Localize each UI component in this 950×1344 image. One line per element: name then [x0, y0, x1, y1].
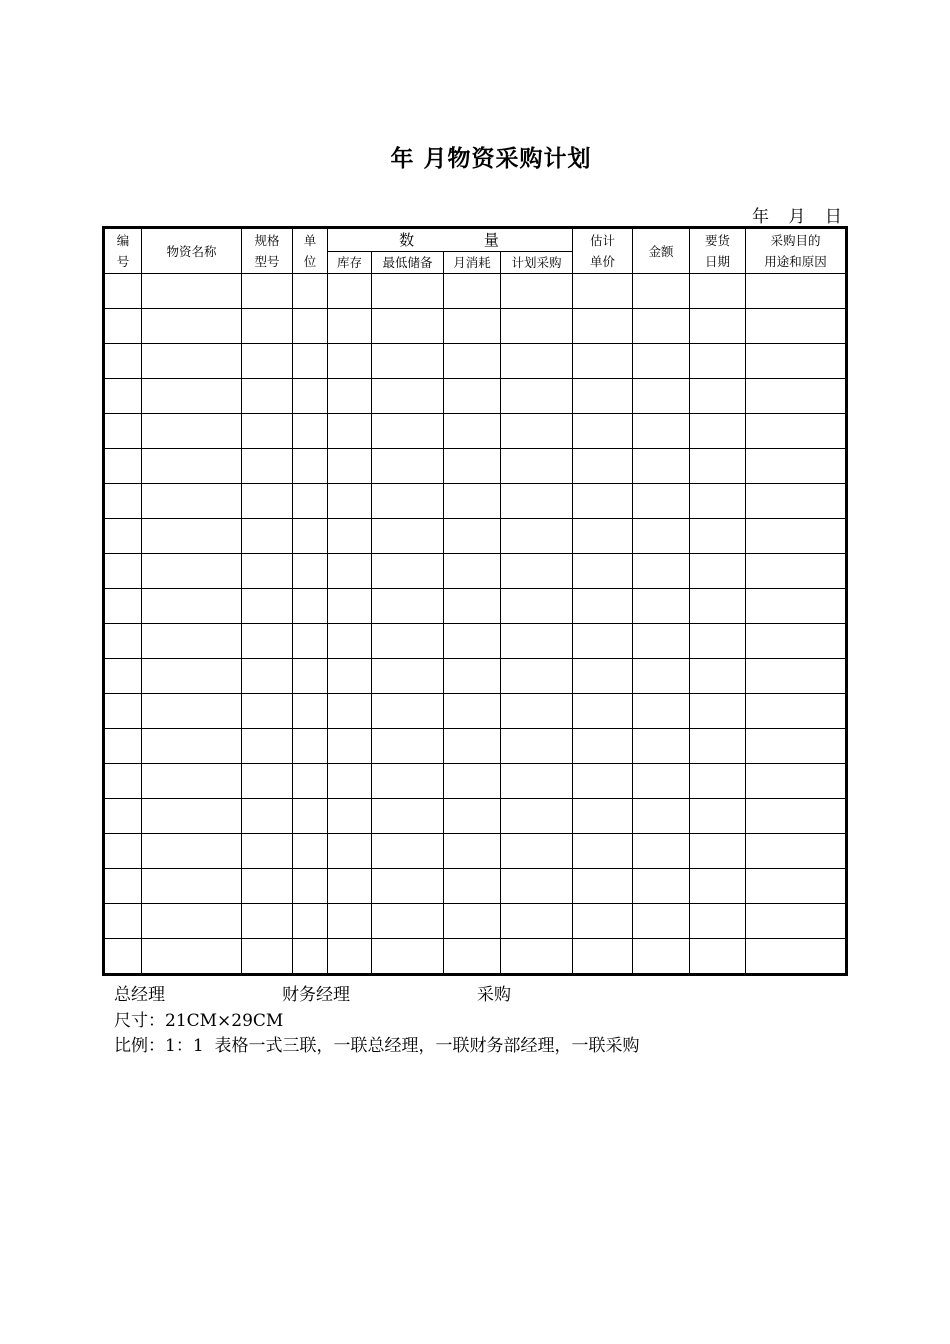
table-cell[interactable] — [573, 449, 633, 484]
table-cell[interactable] — [372, 869, 444, 904]
table-cell[interactable] — [633, 624, 690, 659]
table-cell[interactable] — [293, 764, 328, 799]
table-cell[interactable] — [690, 309, 746, 344]
table-cell[interactable] — [242, 694, 293, 729]
table-cell[interactable] — [690, 904, 746, 939]
table-cell[interactable] — [501, 344, 573, 379]
table-cell[interactable] — [444, 624, 501, 659]
table-cell[interactable] — [104, 344, 142, 379]
header-amount: 金额 — [633, 228, 690, 274]
table-cell[interactable] — [328, 694, 372, 729]
table-cell[interactable] — [104, 764, 142, 799]
signature-finance-manager: 财务经理 — [282, 985, 350, 1005]
table-cell[interactable] — [293, 449, 328, 484]
table-cell[interactable] — [633, 729, 690, 764]
table-row — [104, 869, 847, 904]
table-cell[interactable] — [444, 344, 501, 379]
table-cell[interactable] — [372, 379, 444, 414]
table-cell[interactable] — [746, 589, 847, 624]
table-cell[interactable] — [573, 659, 633, 694]
size-note: 尺寸：21CM×29CM — [114, 1011, 284, 1031]
table-cell[interactable] — [142, 449, 242, 484]
header-unit-line1: 单 — [303, 233, 317, 248]
header-spec — [242, 228, 293, 274]
table-cell[interactable] — [633, 484, 690, 519]
table-cell[interactable] — [104, 834, 142, 869]
table-cell[interactable] — [372, 659, 444, 694]
table-cell[interactable] — [104, 729, 142, 764]
table-cell[interactable] — [633, 659, 690, 694]
date-year: 年 — [752, 207, 769, 227]
table-cell[interactable] — [142, 589, 242, 624]
table-cell[interactable] — [633, 449, 690, 484]
table-cell[interactable] — [242, 589, 293, 624]
table-cell[interactable] — [104, 904, 142, 939]
table-cell[interactable] — [242, 274, 293, 309]
table-cell[interactable] — [242, 484, 293, 519]
table-cell[interactable] — [501, 379, 573, 414]
table-cell[interactable] — [573, 729, 633, 764]
table-cell[interactable] — [573, 799, 633, 834]
table-cell[interactable] — [501, 554, 573, 589]
date-day: 日 — [824, 207, 842, 227]
table-cell[interactable] — [328, 449, 372, 484]
table-cell[interactable] — [242, 379, 293, 414]
table-cell[interactable] — [328, 344, 372, 379]
table-cell[interactable] — [242, 799, 293, 834]
table-cell[interactable] — [573, 869, 633, 904]
table-cell[interactable] — [242, 729, 293, 764]
table-cell[interactable] — [690, 379, 746, 414]
table-cell[interactable] — [104, 869, 142, 904]
table-cell[interactable] — [444, 729, 501, 764]
table-cell[interactable] — [444, 309, 501, 344]
table-cell[interactable] — [328, 659, 372, 694]
table-cell[interactable] — [293, 939, 328, 975]
table-cell[interactable] — [293, 414, 328, 449]
table-row — [104, 484, 847, 519]
table-cell[interactable] — [142, 484, 242, 519]
header-spec-line2: 型号 — [254, 254, 280, 269]
table-cell[interactable] — [142, 344, 242, 379]
table-cell[interactable] — [444, 449, 501, 484]
table-cell[interactable] — [690, 799, 746, 834]
header-delivery-line1: 要货 — [704, 233, 730, 248]
table-cell[interactable] — [142, 694, 242, 729]
table-cell[interactable] — [633, 904, 690, 939]
table-cell[interactable] — [746, 834, 847, 869]
table-cell[interactable] — [746, 694, 847, 729]
table-row — [104, 659, 847, 694]
table-row — [104, 939, 847, 975]
table-cell[interactable] — [633, 344, 690, 379]
table-cell[interactable] — [372, 904, 444, 939]
table-row — [104, 764, 847, 799]
table-cell[interactable] — [690, 834, 746, 869]
header-spec-line1: 规格 — [254, 233, 280, 248]
table-cell[interactable] — [746, 939, 847, 975]
table-cell[interactable] — [573, 379, 633, 414]
table-cell[interactable] — [573, 519, 633, 554]
table-cell[interactable] — [633, 589, 690, 624]
table-cell[interactable] — [633, 274, 690, 309]
signature-line — [114, 980, 511, 1005]
table-cell[interactable] — [142, 904, 242, 939]
table-row — [104, 344, 847, 379]
header-price — [573, 228, 633, 274]
table-cell[interactable] — [104, 309, 142, 344]
table-cell[interactable] — [293, 309, 328, 344]
table-cell[interactable] — [573, 939, 633, 975]
table-cell[interactable] — [242, 939, 293, 975]
signature-purchasing: 采购 — [477, 985, 511, 1005]
table-cell[interactable] — [501, 659, 573, 694]
table-cell[interactable] — [501, 799, 573, 834]
table-cell[interactable] — [142, 939, 242, 975]
table-cell[interactable] — [104, 414, 142, 449]
table-cell[interactable] — [104, 379, 142, 414]
table-cell[interactable] — [746, 729, 847, 764]
table-cell[interactable] — [104, 694, 142, 729]
table-cell[interactable] — [633, 834, 690, 869]
table-cell[interactable] — [142, 274, 242, 309]
table-row — [104, 554, 847, 589]
table-cell[interactable] — [690, 274, 746, 309]
table-cell[interactable] — [501, 869, 573, 904]
table-cell[interactable] — [573, 414, 633, 449]
table-cell[interactable] — [633, 799, 690, 834]
table-row — [104, 694, 847, 729]
table-cell[interactable] — [372, 764, 444, 799]
table-cell[interactable] — [444, 659, 501, 694]
table-cell[interactable] — [142, 834, 242, 869]
table-cell[interactable] — [242, 659, 293, 694]
table-cell[interactable] — [501, 589, 573, 624]
table-cell[interactable] — [104, 449, 142, 484]
table-cell[interactable] — [142, 309, 242, 344]
table-cell[interactable] — [746, 414, 847, 449]
table-cell[interactable] — [142, 659, 242, 694]
table-cell[interactable] — [293, 694, 328, 729]
table-row — [104, 519, 847, 554]
table-cell[interactable] — [328, 869, 372, 904]
table-cell[interactable] — [142, 869, 242, 904]
table-cell[interactable] — [746, 519, 847, 554]
table-cell[interactable] — [293, 869, 328, 904]
table-cell[interactable] — [328, 484, 372, 519]
table-cell[interactable] — [573, 274, 633, 309]
form-title: 年 月物资采购计划 — [390, 145, 592, 172]
table-cell[interactable] — [372, 554, 444, 589]
table-cell[interactable] — [328, 414, 372, 449]
table-cell[interactable] — [746, 659, 847, 694]
table-cell[interactable] — [633, 379, 690, 414]
header-unit-line2: 位 — [303, 254, 317, 269]
header-unit — [293, 228, 328, 274]
table-cell[interactable] — [328, 729, 372, 764]
header-code-line2: 号 — [116, 254, 130, 269]
table-cell[interactable] — [746, 764, 847, 799]
table-cell[interactable] — [328, 309, 372, 344]
table-cell[interactable] — [573, 344, 633, 379]
table-cell[interactable] — [573, 764, 633, 799]
table-cell[interactable] — [444, 554, 501, 589]
table-cell[interactable] — [242, 519, 293, 554]
table-cell[interactable] — [372, 414, 444, 449]
table-cell[interactable] — [372, 589, 444, 624]
table-cell[interactable] — [573, 624, 633, 659]
table-cell[interactable] — [328, 379, 372, 414]
table-cell[interactable] — [242, 624, 293, 659]
table-cell[interactable] — [746, 904, 847, 939]
table-cell[interactable] — [142, 799, 242, 834]
table-cell[interactable] — [293, 834, 328, 869]
table-cell[interactable] — [501, 694, 573, 729]
table-cell[interactable] — [501, 764, 573, 799]
table-cell[interactable] — [746, 309, 847, 344]
table-cell[interactable] — [372, 729, 444, 764]
table-cell[interactable] — [444, 379, 501, 414]
table-cell[interactable] — [690, 869, 746, 904]
table-cell[interactable] — [242, 834, 293, 869]
table-cell[interactable] — [573, 694, 633, 729]
table-cell[interactable] — [501, 414, 573, 449]
table-cell[interactable] — [328, 904, 372, 939]
table-cell[interactable] — [573, 834, 633, 869]
table-cell[interactable] — [372, 834, 444, 869]
table-cell[interactable] — [104, 589, 142, 624]
table-cell[interactable] — [746, 554, 847, 589]
table-cell[interactable] — [501, 939, 573, 975]
table-cell[interactable] — [690, 449, 746, 484]
table-cell[interactable] — [573, 309, 633, 344]
header-stock: 库存 — [328, 252, 372, 274]
table-cell[interactable] — [746, 624, 847, 659]
table-cell[interactable] — [573, 904, 633, 939]
table-cell[interactable] — [142, 379, 242, 414]
table-cell[interactable] — [372, 799, 444, 834]
table-cell[interactable] — [242, 904, 293, 939]
header-code — [104, 228, 142, 274]
table-cell[interactable] — [746, 869, 847, 904]
table-cell[interactable] — [746, 344, 847, 379]
table-row — [104, 904, 847, 939]
table-cell[interactable] — [633, 694, 690, 729]
table-cell[interactable] — [746, 274, 847, 309]
date-line — [740, 202, 842, 227]
header-purpose-line2: 用途和原因 — [764, 254, 827, 269]
table-cell[interactable] — [633, 309, 690, 344]
table-cell[interactable] — [293, 659, 328, 694]
table-cell[interactable] — [501, 519, 573, 554]
table-cell[interactable] — [328, 589, 372, 624]
purchase-plan-table — [102, 226, 848, 976]
table-cell[interactable] — [142, 414, 242, 449]
table-cell[interactable] — [746, 449, 847, 484]
table-cell[interactable] — [690, 659, 746, 694]
table-cell[interactable] — [328, 519, 372, 554]
table-cell[interactable] — [372, 694, 444, 729]
table-cell[interactable] — [372, 939, 444, 975]
table-cell[interactable] — [242, 344, 293, 379]
table-cell[interactable] — [104, 659, 142, 694]
table-cell[interactable] — [328, 834, 372, 869]
table-cell[interactable] — [444, 484, 501, 519]
table-cell[interactable] — [372, 344, 444, 379]
table-cell[interactable] — [372, 519, 444, 554]
table-cell[interactable] — [501, 484, 573, 519]
table-cell[interactable] — [444, 519, 501, 554]
table-cell[interactable] — [242, 414, 293, 449]
table-cell[interactable] — [293, 799, 328, 834]
table-cell[interactable] — [444, 589, 501, 624]
table-row — [104, 449, 847, 484]
table-cell[interactable] — [444, 904, 501, 939]
table-cell[interactable] — [372, 449, 444, 484]
header-delivery — [690, 228, 746, 274]
table-cell[interactable] — [501, 309, 573, 344]
table-cell[interactable] — [242, 449, 293, 484]
table-cell[interactable] — [242, 869, 293, 904]
table-cell[interactable] — [690, 694, 746, 729]
table-cell[interactable] — [690, 729, 746, 764]
table-cell[interactable] — [372, 484, 444, 519]
table-cell[interactable] — [142, 764, 242, 799]
table-cell[interactable] — [142, 729, 242, 764]
table-cell[interactable] — [104, 939, 142, 975]
table-cell[interactable] — [293, 519, 328, 554]
table-cell[interactable] — [690, 554, 746, 589]
table-cell[interactable] — [293, 729, 328, 764]
table-cell[interactable] — [372, 274, 444, 309]
header-code-line1: 编 — [116, 233, 130, 248]
table-cell[interactable] — [633, 519, 690, 554]
table-cell[interactable] — [633, 764, 690, 799]
table-cell[interactable] — [573, 589, 633, 624]
table-cell[interactable] — [104, 799, 142, 834]
ratio-note: 比例：1：1 表格一式三联，一联总经理，一联财务部经理，一联采购 — [114, 1036, 640, 1056]
table-cell[interactable] — [501, 834, 573, 869]
table-cell[interactable] — [242, 309, 293, 344]
header-delivery-line2: 日期 — [704, 254, 730, 269]
table-cell[interactable] — [444, 869, 501, 904]
table-cell[interactable] — [444, 764, 501, 799]
table-cell[interactable] — [142, 519, 242, 554]
table-cell[interactable] — [328, 764, 372, 799]
table-cell[interactable] — [328, 624, 372, 659]
table-cell[interactable] — [690, 589, 746, 624]
table-cell[interactable] — [690, 414, 746, 449]
table-row — [104, 309, 847, 344]
table-cell[interactable] — [690, 624, 746, 659]
table-cell[interactable] — [501, 449, 573, 484]
table-cell[interactable] — [690, 764, 746, 799]
table-cell[interactable] — [328, 939, 372, 975]
table-cell[interactable] — [746, 379, 847, 414]
date-month: 月 — [788, 207, 806, 227]
table-cell[interactable] — [690, 484, 746, 519]
table-cell[interactable] — [293, 589, 328, 624]
header-row-1 — [104, 228, 847, 252]
table-cell[interactable] — [142, 554, 242, 589]
table-cell[interactable] — [690, 519, 746, 554]
table-cell[interactable] — [633, 939, 690, 975]
table-cell[interactable] — [293, 344, 328, 379]
header-quantity — [328, 228, 573, 252]
table-cell[interactable] — [293, 379, 328, 414]
table-cell[interactable] — [328, 554, 372, 589]
table-cell[interactable] — [242, 554, 293, 589]
table-row — [104, 799, 847, 834]
table-row — [104, 624, 847, 659]
table-cell[interactable] — [444, 694, 501, 729]
table-row — [104, 589, 847, 624]
table-cell[interactable] — [293, 274, 328, 309]
table-cell[interactable] — [633, 414, 690, 449]
table-cell[interactable] — [690, 939, 746, 975]
table-cell[interactable] — [142, 624, 242, 659]
table-cell[interactable] — [690, 344, 746, 379]
table-cell[interactable] — [746, 799, 847, 834]
table-cell[interactable] — [242, 764, 293, 799]
table-row — [104, 834, 847, 869]
signature-general-manager: 总经理 — [114, 985, 165, 1005]
table-cell[interactable] — [104, 519, 142, 554]
table-cell[interactable] — [328, 799, 372, 834]
table-cell[interactable] — [104, 624, 142, 659]
table-cell[interactable] — [573, 484, 633, 519]
table-cell[interactable] — [444, 274, 501, 309]
table-cell[interactable] — [501, 274, 573, 309]
header-min-reserve: 最低储备 — [372, 252, 444, 274]
header-price-line2: 单价 — [589, 254, 615, 269]
table-cell[interactable] — [293, 624, 328, 659]
header-planned-purchase: 计划采购 — [501, 252, 573, 274]
table-row — [104, 729, 847, 764]
table-cell[interactable] — [501, 729, 573, 764]
header-purpose — [746, 228, 847, 274]
table-cell[interactable] — [104, 484, 142, 519]
header-purpose-line1: 采购目的 — [770, 233, 821, 248]
table-cell[interactable] — [501, 624, 573, 659]
table-cell[interactable] — [633, 554, 690, 589]
header-monthly-use: 月消耗 — [444, 252, 501, 274]
table-cell[interactable] — [573, 554, 633, 589]
table-cell[interactable] — [444, 939, 501, 975]
table-cell[interactable] — [293, 554, 328, 589]
table-cell[interactable] — [501, 904, 573, 939]
table-cell[interactable] — [328, 274, 372, 309]
table-cell[interactable] — [633, 869, 690, 904]
table-cell[interactable] — [293, 484, 328, 519]
table-cell[interactable] — [293, 904, 328, 939]
table-cell[interactable] — [444, 799, 501, 834]
table-row — [104, 414, 847, 449]
table-row — [104, 379, 847, 414]
header-quantity-label: 数 量 — [399, 230, 501, 249]
header-name: 物资名称 — [142, 228, 242, 274]
table-cell[interactable] — [746, 484, 847, 519]
table-cell[interactable] — [372, 624, 444, 659]
table-cell[interactable] — [104, 554, 142, 589]
table-cell[interactable] — [444, 414, 501, 449]
table-cell[interactable] — [372, 309, 444, 344]
table-cell[interactable] — [104, 274, 142, 309]
header-price-line1: 估计 — [589, 233, 615, 248]
table-row — [104, 274, 847, 309]
table-cell[interactable] — [444, 834, 501, 869]
